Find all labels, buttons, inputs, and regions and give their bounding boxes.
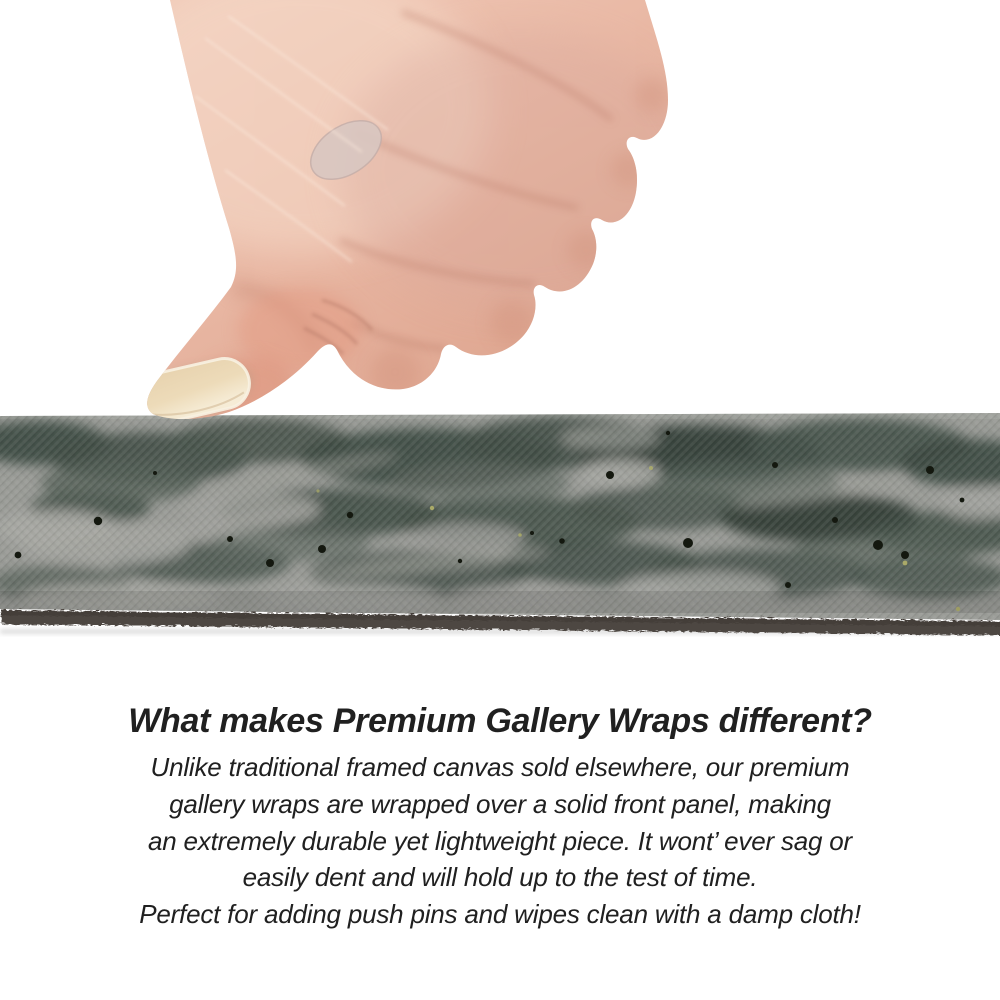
canvas-edge-photo xyxy=(0,413,1000,637)
thumb-nail xyxy=(130,353,259,431)
body-line-1: Unlike traditional framed canvas sold elsewhere, our premium xyxy=(150,752,850,782)
body-line-3: an extremely durable yet lightweight piece. It wont’ ever sag or xyxy=(147,825,853,856)
body-line-5: Perfect for adding push pins and wipes clean with a damp cloth! xyxy=(139,899,861,930)
hand-photo xyxy=(0,0,1000,432)
body-line-2: gallery wraps are wrapped over a solid front panel, making xyxy=(169,788,831,819)
heading: What makes Premium Gallery Wraps different? xyxy=(128,702,872,740)
body-line-4: easily dent and will hold up to the test of time. xyxy=(242,862,758,893)
canvas-fabric xyxy=(0,413,1000,623)
copy-block xyxy=(0,700,1000,933)
